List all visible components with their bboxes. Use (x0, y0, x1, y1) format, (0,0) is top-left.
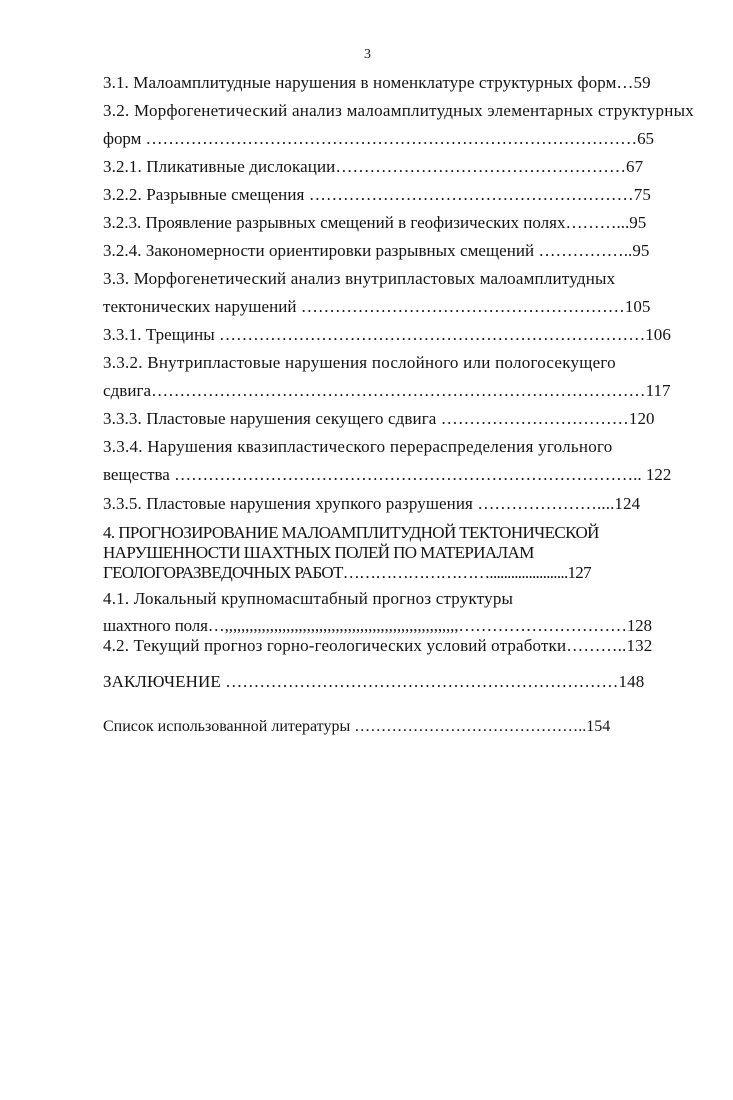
toc-entry-3-3: 3.3. Морфогенетический анализ внутрипластовых малоамплитудных (103, 269, 616, 288)
toc-references: Список использованной литературы ……………………………………..154 (103, 718, 611, 735)
toc-entry-3-2-1: 3.2.1. Пликативные дислокации……………………………………………67 (103, 157, 644, 176)
toc-entry-3-2-2: 3.2.2. Разрывные смещения …………………………………………………75 (103, 185, 651, 204)
toc-entry-3-3-5: 3.3.5. Пластовые нарушения хрупкого разрушения …………………....124 (103, 494, 641, 513)
toc-chapter-4-line-1: 4. ПРОГНОЗИРОВАНИЕ МАЛОАМПЛИТУДНОЙ ТЕКТОНИЧЕСКОЙ (103, 523, 599, 542)
toc-entry-3-3-1: 3.3.1. Трещины …………………………………………………………………106 (103, 325, 671, 344)
toc-entry-3-3-2: 3.3.2. Внутрипластовые нарушения послойного или пологосекущего (103, 353, 616, 372)
toc-conclusion: ЗАКЛЮЧЕНИЕ ……………………………………………………………148 (103, 672, 645, 691)
toc-entry-3-1: 3.1. Малоамплитудные нарушения в номенклатуре структурных форм…59 (103, 73, 651, 92)
toc-entry-3-3-cont: тектонических нарушений …………………………………………………105 (103, 297, 651, 316)
toc-chapter-4-line-2: НАРУШЕННОСТИ ШАХТНЫХ ПОЛЕЙ ПО МАТЕРИАЛАМ (103, 543, 534, 562)
toc-entry-3-2-cont: форм ……………………………………………………………………………65 (103, 129, 654, 148)
toc-entry-3-2-4: 3.2.4. Закономерности ориентировки разрывных смещений ……………..95 (103, 241, 650, 260)
page-number: 3 (364, 47, 371, 62)
toc-entry-3-3-2-cont: сдвига……………………………………………………………………………117 (103, 381, 671, 400)
toc-entry-3-3-4: 3.3.4. Нарушения квазипластического перераспределения угольного (103, 437, 613, 456)
toc-entry-4-1: 4.1. Локальный крупномасштабный прогноз структуры (103, 589, 514, 608)
toc-entry-4-2: 4.2. Текущий прогноз горно-геологических условий отработки………..132 (103, 636, 653, 655)
toc-entry-3-2-3: 3.2.3. Проявление разрывных смещений в геофизических полях………...95 (103, 213, 647, 232)
toc-entry-3-2: 3.2. Морфогенетический анализ малоамплитудных элементарных структурных (103, 101, 695, 120)
toc-entry-3-3-3: 3.3.3. Пластовые нарушения секущего сдвига ……………………………120 (103, 409, 655, 428)
toc-entry-3-3-4-cont: вещества ……………………………………………………………………….. 122 (103, 465, 672, 484)
toc-chapter-4-line-3: ГЕОЛОГОРАЗВЕДОЧНЫХ РАБОТ………………………......................127 (103, 563, 591, 582)
toc-entry-4-1-cont: шахтного поля…,,,,,,,,,,,,,,,,,,,,,,,,,,,,,,,,,,,,,,,,,,,,,,,,,,,,,,,,,…………………………128 (103, 616, 652, 635)
